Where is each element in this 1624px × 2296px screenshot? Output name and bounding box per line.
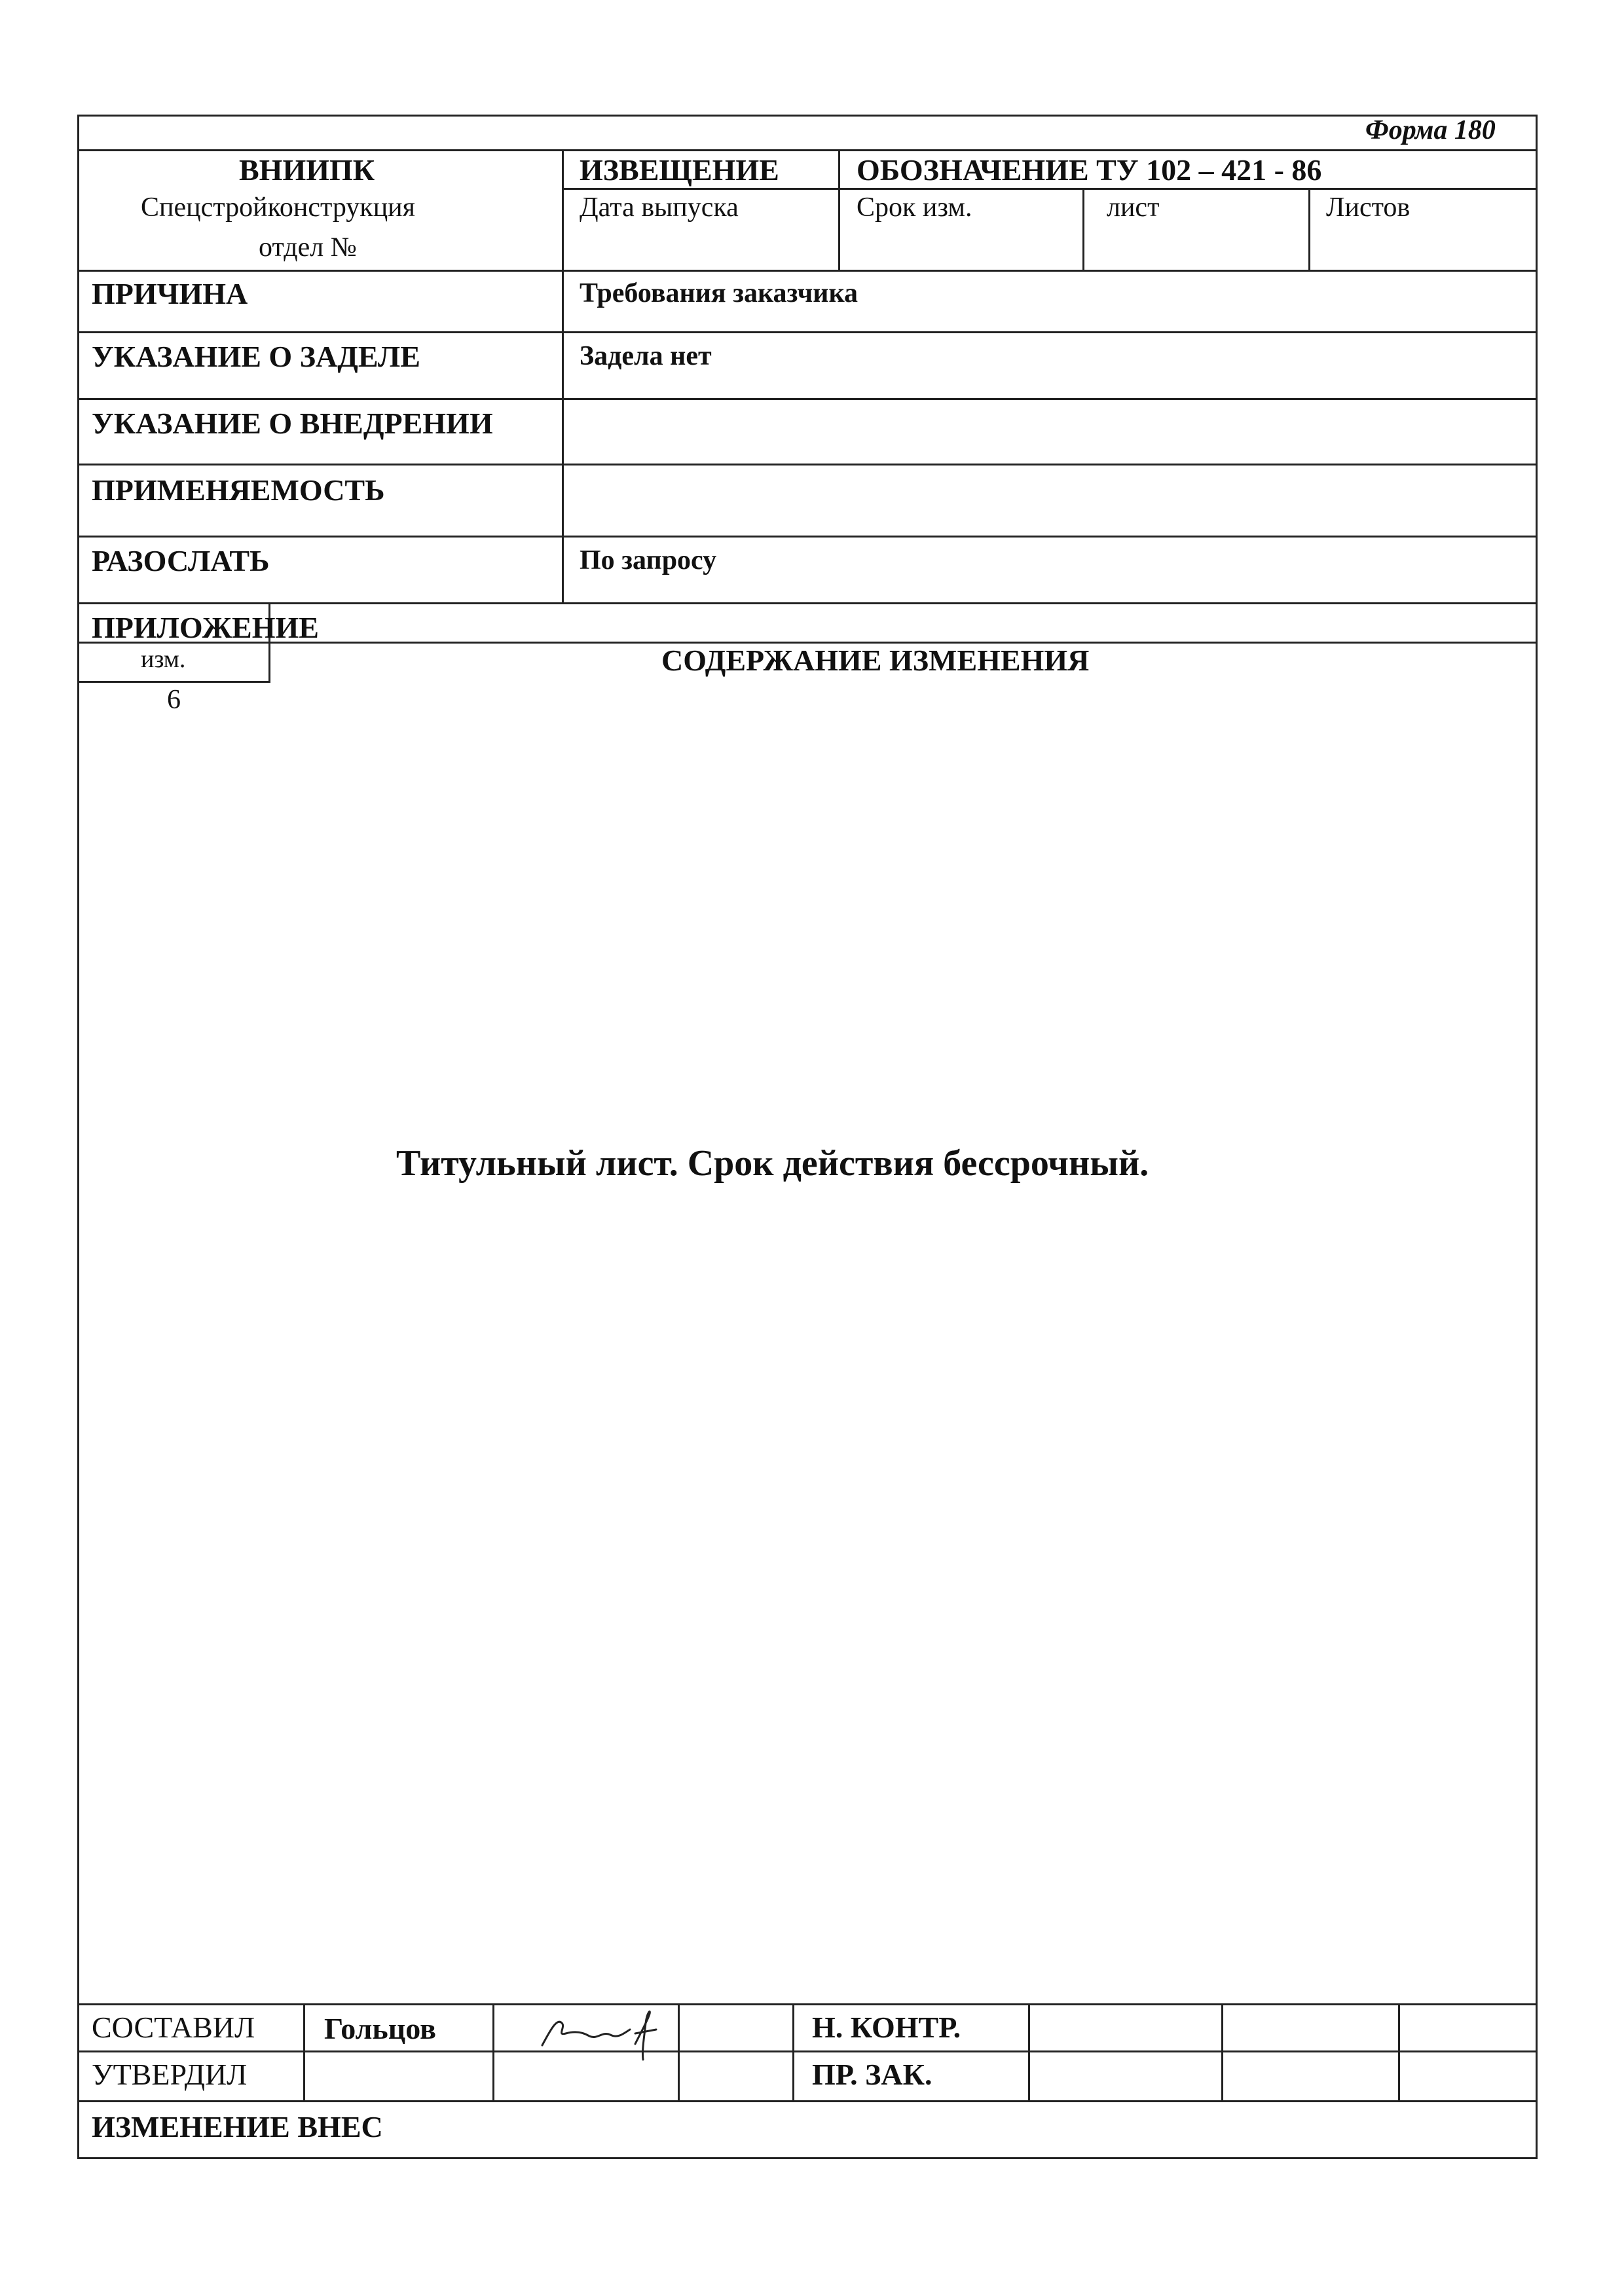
change-number: 6 [167, 685, 181, 715]
row-line-5 [77, 536, 1538, 538]
distribute-value: По запросу [580, 545, 717, 575]
footer-v1 [303, 2003, 305, 2100]
sheets-count-label: Листов [1326, 192, 1411, 223]
approved-label: УТВЕРДИЛ [92, 2058, 248, 2091]
change-term-label: Срок изм. [857, 192, 972, 223]
footer-top-line [77, 2003, 1538, 2005]
header-mid-line [563, 188, 1538, 190]
norm-control-label: Н. КОНТР. [812, 2011, 961, 2044]
distribute-label: РАЗОСЛАТЬ [92, 544, 270, 577]
notice-label: ИЗВЕЩЕНИЕ [580, 153, 779, 187]
row-line-2 [77, 331, 1538, 333]
backlog-value: Задела нет [580, 341, 712, 371]
issue-date-label: Дата выпуска [580, 192, 739, 223]
change-num-label: изм. [141, 646, 186, 673]
sheet-label: лист [1107, 192, 1160, 223]
org-name: ВНИИПК [239, 153, 375, 187]
compiled-label: СОСТАВИЛ [92, 2011, 255, 2044]
appendix-label: ПРИЛОЖЕНИЕ [92, 611, 319, 644]
signature-image [537, 2005, 681, 2070]
org-subtitle: Спецстройконструкция [141, 192, 415, 223]
header-top-line [77, 149, 1538, 151]
applicability-label: ПРИМЕНЯЕМОСТЬ [92, 473, 385, 507]
change-content-text: Титульный лист. Срок действия бессрочный. [396, 1143, 1149, 1184]
compiled-name: Гольцов [324, 2012, 436, 2045]
implementation-label: УКАЗАНИЕ О ВНЕДРЕНИИ [92, 407, 493, 440]
footer-v7 [1398, 2003, 1400, 2100]
row-line-3 [77, 398, 1538, 400]
footer-bottom-line [77, 2100, 1538, 2102]
designation-label: ОБОЗНАЧЕНИЕ ТУ 102 – 421 - 86 [857, 153, 1322, 187]
header-divider-v4 [1308, 188, 1310, 270]
reason-label: ПРИЧИНА [92, 277, 248, 310]
footer-v6 [1221, 2003, 1223, 2100]
customer-rep-label: ПР. ЗАК. [812, 2058, 932, 2091]
footer-mid-line [77, 2050, 1538, 2052]
footer-v5 [1028, 2003, 1030, 2100]
form-label: Форма 180 [1365, 115, 1496, 145]
footer-v4 [792, 2003, 794, 2100]
entered-by-label: ИЗМЕНЕНИЕ ВНЕС [92, 2110, 383, 2143]
reason-value: Требования заказчика [580, 278, 858, 308]
content-heading: СОДЕРЖАНИЕ ИЗМЕНЕНИЯ [661, 644, 1090, 677]
footer-v2 [492, 2003, 494, 2100]
row-line-6 [77, 602, 1538, 604]
department-label: отдел № [259, 232, 357, 263]
change-num-bottom-line [77, 681, 270, 683]
row-line-4 [77, 464, 1538, 465]
header-divider-v2 [838, 149, 840, 270]
row-line-1 [77, 270, 1538, 272]
header-divider-v [562, 149, 564, 602]
header-divider-v3 [1082, 188, 1084, 270]
change-num-divider [268, 642, 270, 681]
backlog-label: УКАЗАНИЕ О ЗАДЕЛЕ [92, 340, 420, 373]
